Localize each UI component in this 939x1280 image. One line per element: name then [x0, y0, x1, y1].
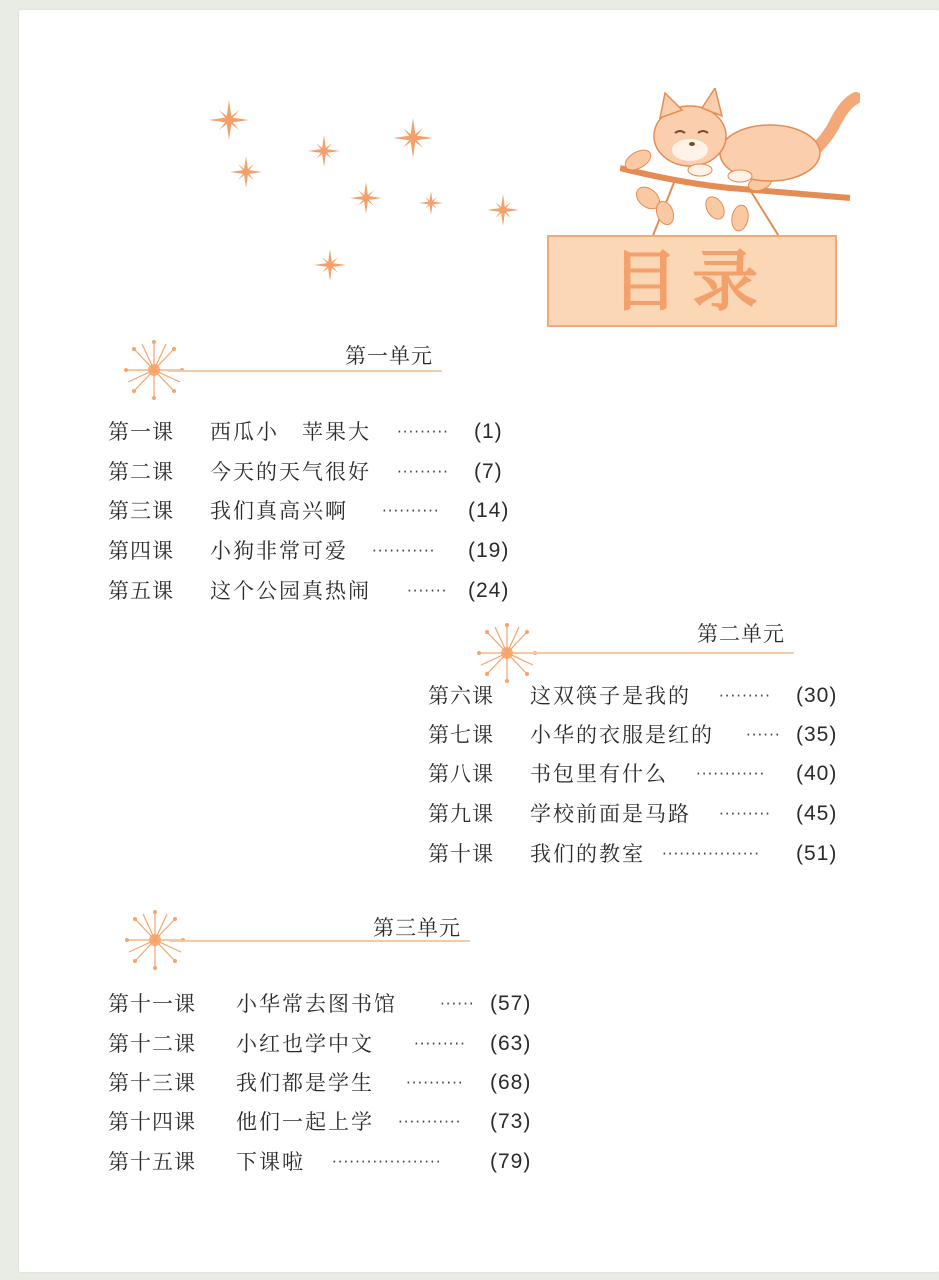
page-number: (73) [490, 1110, 532, 1133]
star-icon [391, 116, 435, 160]
lesson-number: 第十二课 [108, 1032, 196, 1056]
page-number: (79) [490, 1150, 532, 1173]
page-number: (63) [490, 1032, 532, 1055]
leader-dots: ········· [397, 463, 449, 481]
lesson-title: 我们都是学生 [236, 1071, 374, 1095]
leader-dots: ········· [414, 1035, 466, 1053]
star-icon [306, 133, 341, 168]
lesson-title: 小华常去图书馆 [236, 992, 397, 1016]
lesson-number: 第十五课 [108, 1150, 196, 1174]
leader-dots: ······ [746, 726, 781, 744]
unit-divider [168, 370, 442, 372]
star-icon [418, 190, 444, 216]
leader-dots: ············ [696, 765, 766, 783]
page-number: (19) [468, 539, 510, 562]
lesson-number: 第三课 [108, 499, 174, 523]
star-icon [228, 154, 263, 189]
lesson-title: 他们一起上学 [236, 1110, 374, 1134]
lesson-title: 小华的衣服是红的 [530, 723, 714, 747]
page-number: (40) [796, 762, 838, 785]
leader-dots: ················· [662, 845, 761, 863]
lesson-number: 第一课 [108, 420, 174, 444]
page-number: (24) [468, 579, 510, 602]
leader-dots: ·········· [382, 502, 440, 520]
leader-dots: ········· [719, 687, 771, 705]
star-icon [485, 192, 520, 227]
leader-dots: ··········· [398, 1113, 462, 1131]
lesson-title: 今天的天气很好 [210, 460, 371, 484]
page-number: (35) [796, 723, 838, 746]
leader-dots: ··········· [372, 542, 436, 560]
lesson-title: 西瓜小 苹果大 [210, 420, 371, 444]
page-number: (51) [796, 842, 838, 865]
page-number: (7) [474, 460, 503, 483]
page-number: (57) [490, 992, 532, 1015]
page-number: (68) [490, 1071, 532, 1094]
page-number: (30) [796, 684, 838, 707]
star-icon [207, 98, 251, 142]
lesson-title: 这个公园真热闹 [210, 579, 371, 603]
leader-dots: ·········· [406, 1074, 464, 1092]
unit-title: 第三单元 [373, 916, 461, 940]
page-number: (1) [474, 420, 503, 443]
lesson-number: 第十四课 [108, 1110, 196, 1134]
lesson-number: 第九课 [428, 802, 494, 826]
leader-dots: ······· [407, 582, 448, 600]
lesson-title: 书包里有什么 [530, 762, 668, 786]
lesson-number: 第四课 [108, 539, 174, 563]
unit-title: 第一单元 [345, 344, 433, 368]
star-icon [312, 247, 347, 282]
lesson-title: 小狗非常可爱 [210, 539, 348, 563]
lesson-number: 第五课 [108, 579, 174, 603]
leader-dots: ··················· [332, 1153, 442, 1171]
toc-heading-sign [547, 235, 837, 327]
unit-divider [520, 652, 794, 654]
lesson-number: 第七课 [428, 723, 494, 747]
leader-dots: ········· [397, 423, 449, 441]
page-number: (14) [468, 499, 510, 522]
page-title: 目录 [612, 243, 772, 320]
cat-on-branch-illustration [620, 88, 860, 248]
page-number: (45) [796, 802, 838, 825]
lesson-title: 学校前面是马路 [530, 802, 691, 826]
lesson-title: 我们的教室 [530, 842, 645, 866]
lesson-number: 第十课 [428, 842, 494, 866]
leader-dots: ······ [440, 995, 475, 1013]
unit-title: 第二单元 [697, 622, 785, 646]
leader-dots: ········· [719, 805, 771, 823]
lesson-number: 第十三课 [108, 1071, 196, 1095]
lesson-number: 第十一课 [108, 992, 196, 1016]
lesson-title: 我们真高兴啊 [210, 499, 348, 523]
lesson-title: 小红也学中文 [236, 1032, 374, 1056]
lesson-title: 下课啦 [236, 1150, 305, 1174]
lesson-number: 第六课 [428, 684, 494, 708]
lesson-number: 第二课 [108, 460, 174, 484]
lesson-title: 这双筷子是我的 [530, 684, 691, 708]
star-icon [348, 180, 383, 215]
lesson-number: 第八课 [428, 762, 494, 786]
